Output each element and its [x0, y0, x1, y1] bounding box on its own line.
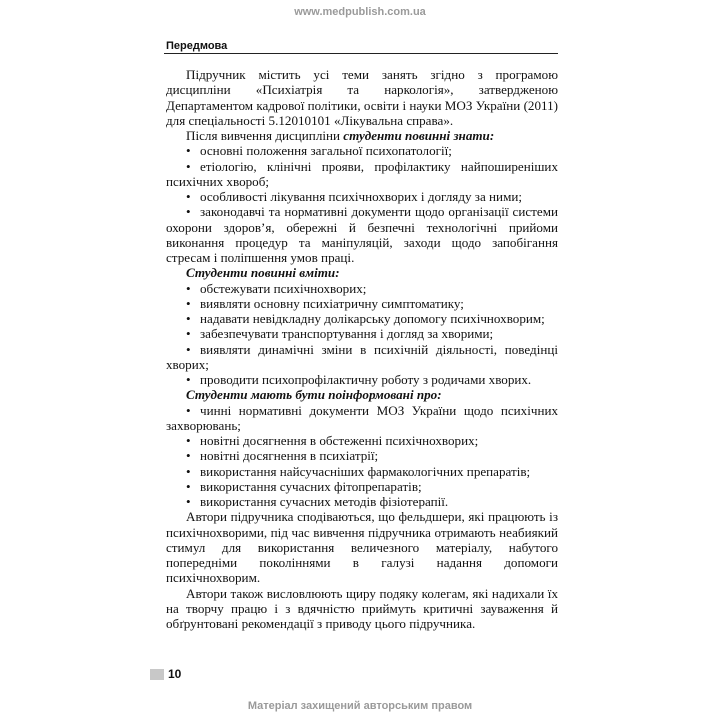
list-item-text: обстежувати психічнохворих; [200, 280, 367, 296]
list-item-text: основні положення загальної психопатології; [200, 143, 452, 159]
able-heading: Студенти повинні вміти: [186, 265, 340, 281]
list-item [166, 143, 558, 158]
list-item [166, 204, 558, 265]
list-item [166, 159, 558, 190]
bullet-icon: • [186, 448, 191, 464]
bullet-icon: • [186, 189, 191, 204]
closing-paragraph: Автори також висловлюють щиру подяку колегам, які надихали їх на творчу працю і з вдячністю приймуть критичні зауваження й обґрунтовані рекомендації з приводу цього підручника. [166, 585, 558, 631]
list-item [166, 311, 558, 326]
list-item-text: використання сучасних методів фізіотерапії. [200, 494, 449, 509]
bullet-icon: • [186, 280, 191, 296]
list-item [166, 479, 558, 494]
list-item-text: виявляти динамічні зміни в психічній діяльності, поведінці хворих; [166, 341, 558, 372]
list-item [166, 189, 558, 204]
list-item-text: новітні досягнення в обстеженні психічнохворих; [200, 433, 479, 448]
informed-heading: Студенти мають бути поінформовані про: [186, 387, 442, 403]
copyright-watermark: Матеріал захищений авторським правом [247, 700, 473, 712]
list-item [166, 448, 558, 463]
know-list [166, 143, 558, 265]
list-item-text: законодавчі та нормативні документи щодо організації системи охорони здоров’я, обережні й безпечні технологічні прийоми виконання процедур та маніпуляцій, заходи щодо запобігання стресам і поліпшення умов праці. [166, 204, 558, 265]
list-item [166, 342, 558, 373]
list-item-text: етіологію, клінічні прояви, профілактику найпоширеніших психічних хвороб; [166, 158, 558, 189]
bullet-icon: • [186, 372, 191, 387]
list-item [166, 494, 558, 509]
page-number: 10 [168, 667, 182, 681]
list-item-text: новітні досягнення в психіатрії; [200, 448, 379, 464]
bullet-icon: • [186, 295, 191, 311]
page-number-marker [150, 669, 164, 680]
list-item [166, 296, 558, 311]
list-item [166, 326, 558, 341]
header-divider [164, 53, 558, 54]
closing-paragraph: Автори підручника сподіваються, що фельдшери, які працюють із психічнохворими, під час вивчення підручника отримають неабиякий стимул для використання величезного матеріалу, набутого попередніми поколіннями в галузі надання допомоги психічнохворим. [166, 509, 558, 586]
intro-paragraph: Підручник містить усі теми занять згідно з програмою дисципліни «Психіатрія та наркологія», затвердженою Департаментом кадрової політики, освіти і науки МОЗ України (2011) для спеціальності 5.12010101 «Лікувальна справа». [166, 67, 558, 128]
know-heading: студенти повинні знати: [343, 128, 495, 143]
bullet-icon: • [186, 433, 191, 448]
bullet-icon: • [186, 402, 191, 418]
bullet-icon: • [186, 463, 191, 479]
bullet-icon: • [186, 341, 191, 357]
bullet-icon: • [186, 494, 191, 509]
site-watermark: www.medpublish.com.ua [294, 6, 426, 18]
list-item-text: особливості лікування психічнохворих і догляду за ними; [200, 189, 522, 204]
list-item-text: чинні нормативні документи МОЗ України щодо психічних захворювань; [166, 402, 558, 433]
bullet-icon: • [186, 204, 191, 220]
list-item-text: використання сучасних фітопрепаратів; [200, 478, 422, 494]
running-header-title: Передмова [166, 40, 228, 52]
list-item [166, 281, 558, 296]
list-item-text: забезпечувати транспортування і догляд за хворими; [200, 326, 494, 342]
list-item [166, 433, 558, 448]
list-item [166, 403, 558, 434]
list-item-text: проводити психопрофілактичну роботу з родичами хворих. [200, 372, 532, 387]
bullet-icon: • [186, 311, 191, 326]
bullet-icon: • [186, 326, 191, 342]
list-item-text: надавати невідкладну долікарську допомогу психічнохворим; [200, 311, 545, 326]
bullet-icon: • [186, 143, 191, 159]
know-lead: Після вивчення дисципліни [186, 128, 344, 143]
bullet-icon: • [186, 478, 191, 494]
informed-list [166, 403, 558, 510]
bullet-icon: • [186, 158, 191, 174]
list-item [166, 372, 558, 387]
list-item-text: використання найсучасніших фармакологічних препаратів; [200, 463, 531, 479]
list-item-text: виявляти основну психіатричну симптоматику; [200, 295, 464, 311]
able-list [166, 281, 558, 388]
page-body [166, 67, 558, 631]
know-lead-paragraph [166, 128, 558, 143]
list-item [166, 464, 558, 479]
